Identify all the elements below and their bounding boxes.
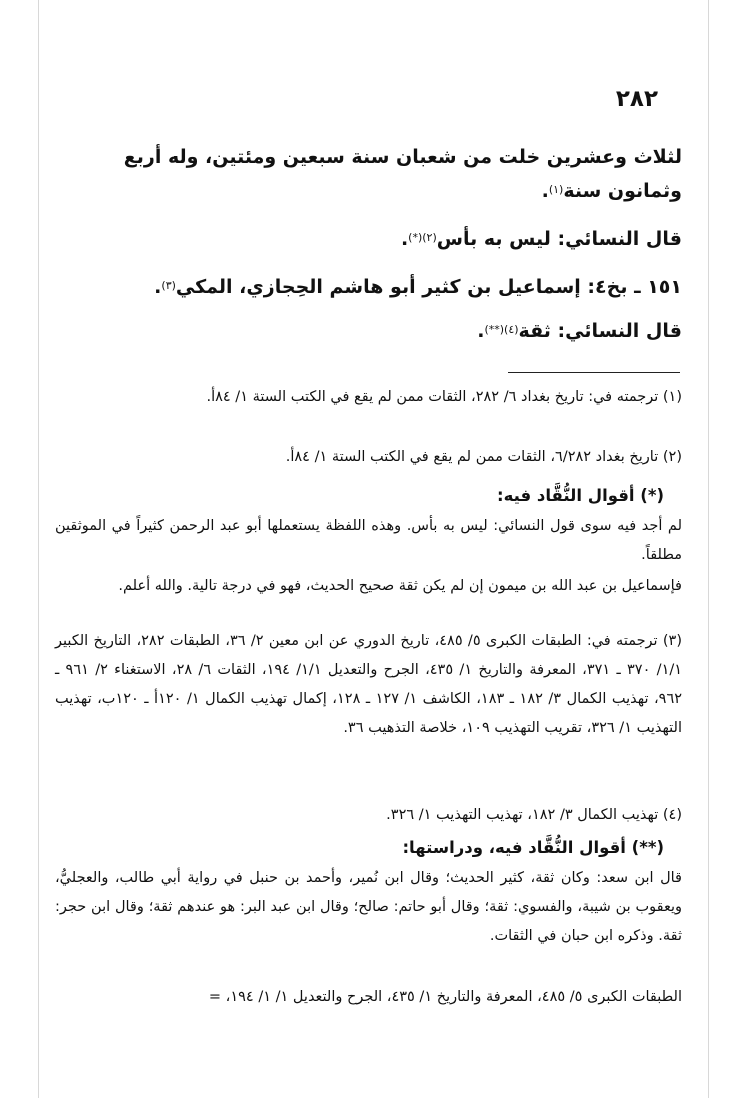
main-text: ١٥١ ـ بخ٤: إسماعيل بن كثير أبو هاشم الحِجازي، المكي <box>175 276 682 298</box>
footnote-2: (٢) تاريخ بغداد ٦/٢٨٢، الثقات ممن لم يقع في الكتب الستة ١/ ٨٤أ. <box>285 449 682 465</box>
footnote-4: (٤) تهذيب الكمال ٣/ ١٨٢، تهذيب التهذيب ١/ ٣٢٦. <box>386 807 682 823</box>
scan-margin-line <box>708 0 709 1098</box>
main-paragraph-1: لثلاث وعشرين خلت من شعبان سنة سبعين ومئتين، وله أربع وثمانون سنة$^{(١)}$. <box>123 146 682 202</box>
critics-study-paragraph: قال ابن سعد: وكان ثقة، كثير الحديث؛ وقال ابن نُمير، وأحمد بن حنبل في رواية أبي طالب، والعجليُّ، ويعقوب بن شيبة، والفسوي: ثقة؛ وقال أبو حاتم: صالح؛ وقال ابن عبد البر: هو عندهم ثقة؛ وقال ابن حجر: ثقة. وذكره ابن حبان في الثقات. <box>55 870 682 944</box>
footnote-3: (٣) ترجمته في: الطبقات الكبرى ٥/ ٤٨٥، تاريخ الدوري عن ابن معين ٢/ ٣٦، الطبقات ٢٨٢، التاريخ الكبير ١/١/ ٣٧٠ ـ ٣٧١، المعرفة والتاريخ ١/ ٤٣٥، الجرح والتعديل ١/١/ ١٩٤، الثقات ٦/ ٢٨، الاستغناء ٢/ ٩٦١ ـ ٩٦٢، تهذيب الكمال ٣/ ١٨٢ ـ ١٨٣، الكاشف ١/ ١٢٧ ـ ١٢٨، إكمال تهذيب الكمال ١/ ١٢٠أ ـ ١٢٠ب، تهذيب التهذيب ١/ ٣٢٦، تقريب التهذيب ١٠٩، خلاصة التذهيب ٣٦. <box>55 633 683 736</box>
critics-study-heading: (**) أقوال النُّقَّاد فيه، ودراستها: <box>402 838 664 857</box>
main-paragraph-2: قال النسائي: ليس به بأس$^{(٢)(*)}$. <box>400 228 682 250</box>
main-text: قال النسائي: ثقة <box>518 320 682 342</box>
footnote-ref: (٤)(**) <box>484 323 519 336</box>
critics-paragraph-2: فإسماعيل بن عبد الله بن ميمون إن لم يكن ثقة صحيح الحديث، فهو في درجة تالية. والله أعلم. <box>118 578 682 594</box>
sources-continuation: الطبقات الكبرى ٥/ ٤٨٥، المعرفة والتاريخ ١/ ٤٣٥، الجرح والتعديل ١/ ١/ ١٩٤، = <box>208 989 682 1005</box>
footnote-1: (١) ترجمته في: تاريخ بغداد ٦/ ٢٨٢، الثقات ممن لم يقع في الكتب الستة ١/ ٨٤أ. <box>206 389 682 405</box>
scan-margin-line <box>38 0 39 1098</box>
main-text: قال النسائي: ليس به بأس <box>436 228 682 250</box>
critics-heading: (*) أقوال النُّقَّاد فيه: <box>497 486 664 505</box>
main-entry-heading: ١٥١ ـ بخ٤: إسماعيل بن كثير أبو هاشم الحِجازي، المكي$^{(٣)}$. <box>154 276 682 298</box>
main-text: لثلاث وعشرين خلت من شعبان سنة سبعين ومئتين، وله أربع وثمانون سنة <box>123 146 682 202</box>
main-paragraph-3: قال النسائي: ثقة$^{(٤)(**)}$. <box>477 320 682 342</box>
footnote-separator <box>508 372 680 373</box>
footnote-ref: (٣) <box>161 279 176 292</box>
footnote-ref: (٢)(*) <box>408 231 437 244</box>
critics-paragraph-1: لم أجد فيه سوى قول النسائي: ليس به بأس. وهذه اللفظة يستعملها أبو عبد الرحمن كثيراً في الموثقين مطلقاً. <box>55 518 682 563</box>
footnote-ref: (١) <box>548 183 564 196</box>
page-number: ٢٨٢ <box>615 86 658 112</box>
